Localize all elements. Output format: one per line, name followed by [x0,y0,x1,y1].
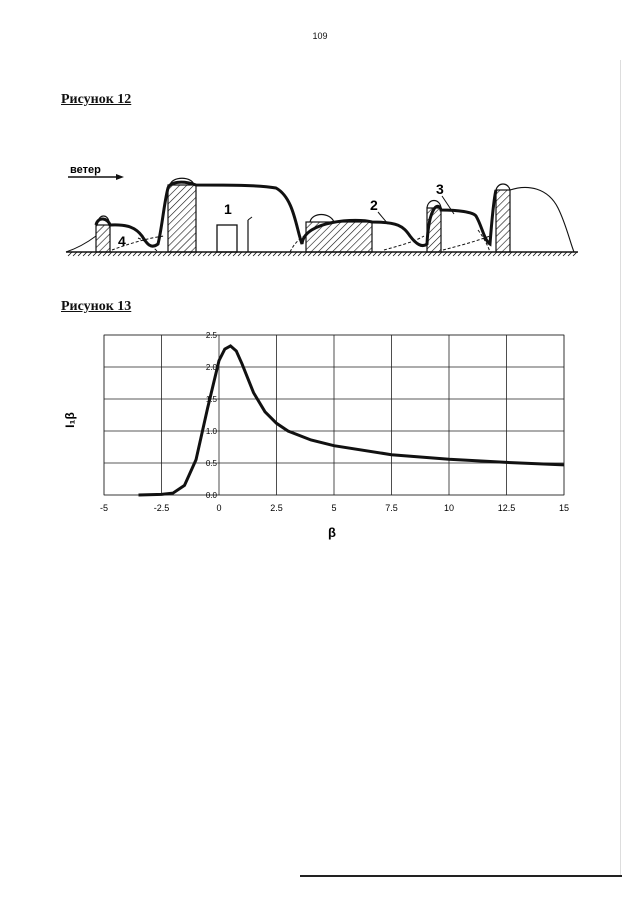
y-tick-labels [206,331,218,500]
figure-12-title: Рисунок 12 [61,92,132,107]
series-line [139,346,565,495]
label-3: 3 [436,181,444,197]
y-tick-label: 2.0 [205,363,217,372]
building-right [496,190,510,252]
label-4: 4 [118,233,126,249]
upwind-slope [66,236,96,252]
downwind-wake [510,187,574,252]
x-tick-label: -2.5 [153,503,170,513]
wind-label: ветер [70,164,101,176]
building-small-left [96,225,110,252]
figure-12-diagram [58,158,578,268]
figure-13-chart [60,325,580,550]
label-1: 1 [224,201,232,217]
y-tick-label: 1.0 [205,427,217,436]
y-tick-label: 0.5 [205,459,217,468]
x-tick-label: 2.5 [270,503,283,513]
y-axis-label: I₁β [63,412,77,428]
chart-grid [104,335,564,495]
x-tick-label: 12.5 [497,503,516,513]
x-tick-label: -5 [99,503,109,513]
building-1 [217,225,237,252]
x-tick-label: 7.5 [385,503,398,513]
x-axis-label: β [328,525,336,540]
y-tick-label: 0.0 [205,491,217,500]
ground-line [66,252,578,256]
bottom-rule [300,875,622,877]
x-tick-label: 15 [558,503,570,513]
page-number: 109 [312,31,328,41]
x-tick-labels [100,503,569,513]
figure-13-title: Рисунок 13 [61,299,132,314]
y-tick-label: 1.5 [205,395,217,404]
x-tick-label: 0 [216,503,222,513]
x-tick-label: 5 [331,503,337,513]
building-tall [168,185,196,252]
y-tick-label: 2.5 [205,331,217,340]
label-2: 2 [370,197,378,213]
x-tick-label: 10 [443,503,455,513]
scan-edge-line [620,60,621,875]
